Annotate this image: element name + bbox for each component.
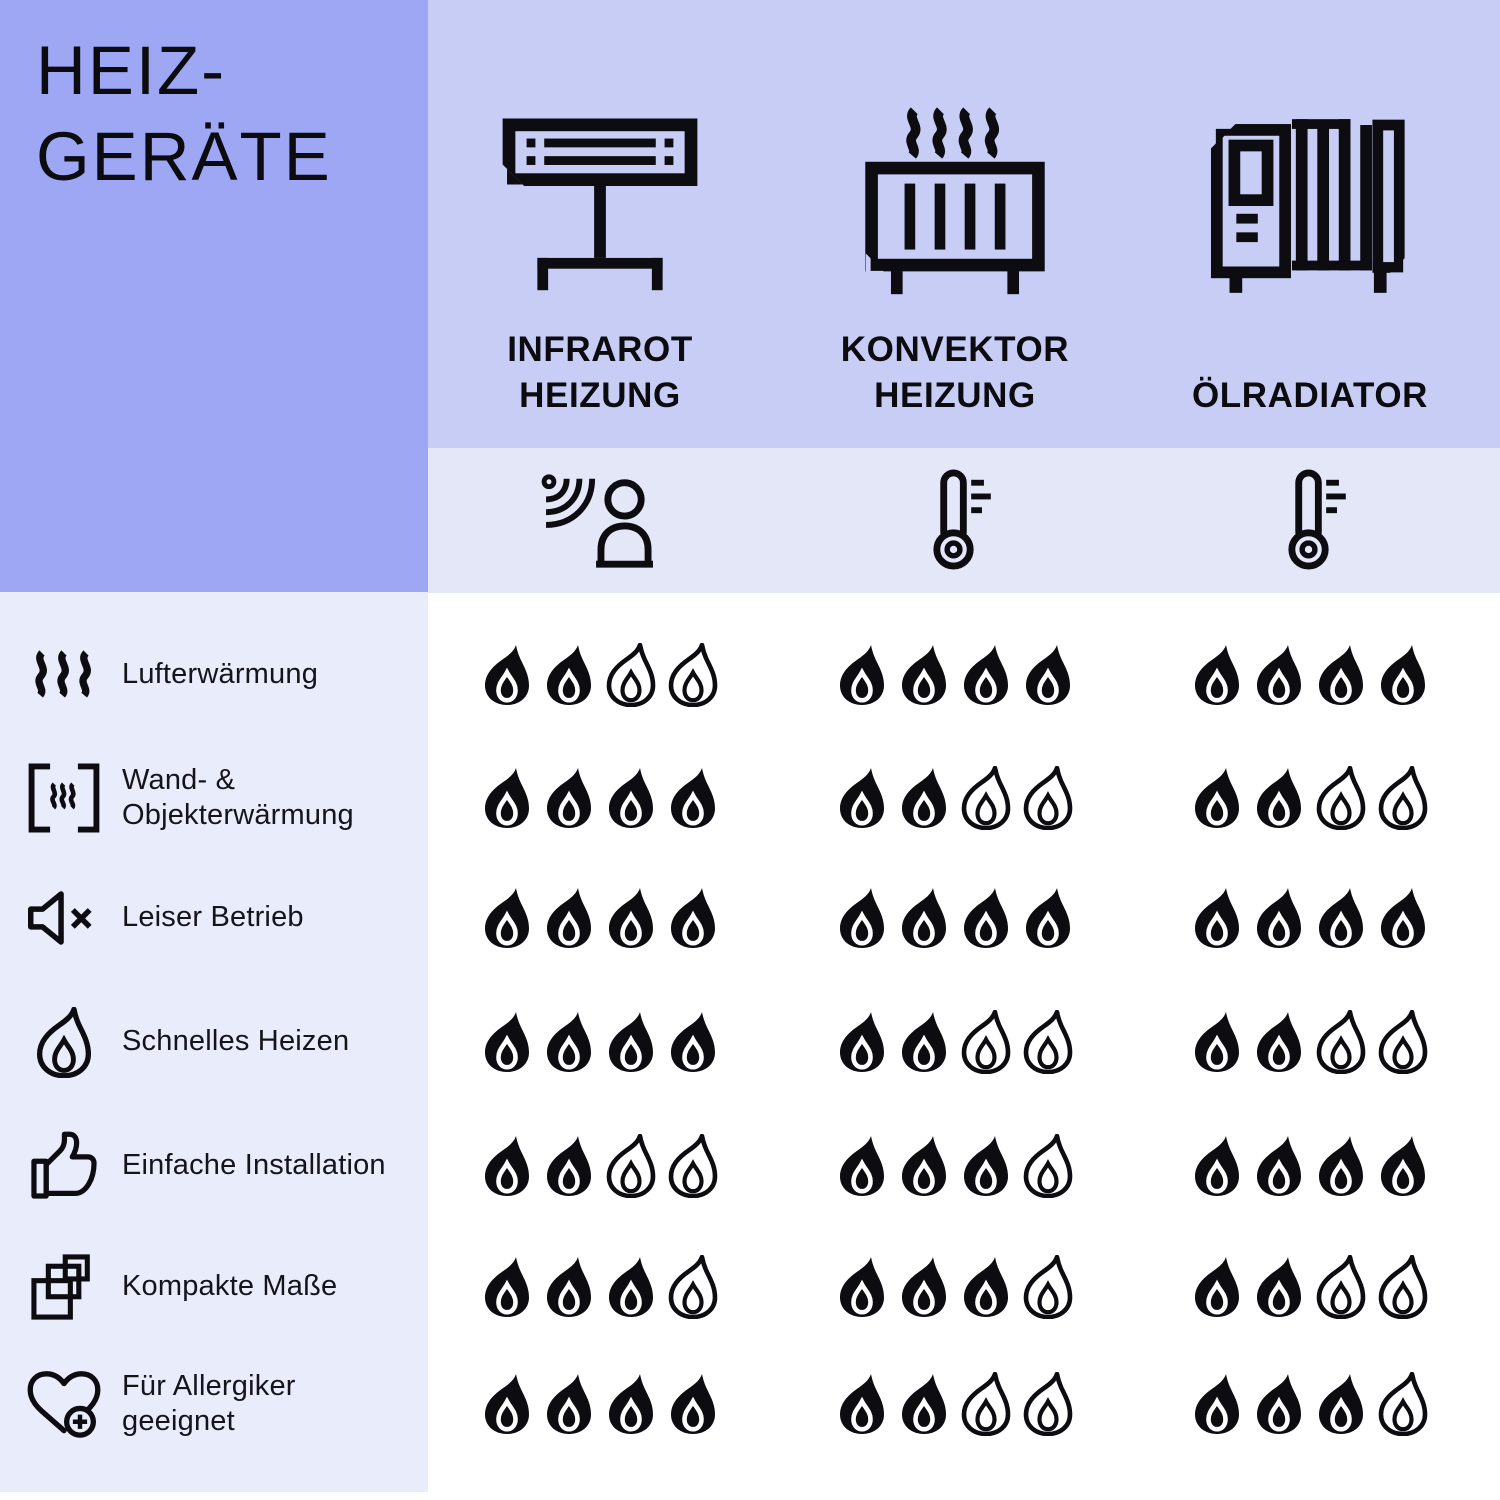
feature-label <box>122 994 418 1090</box>
heating-mode-row <box>428 448 1500 593</box>
flame-filled <box>1251 766 1307 830</box>
flame-filled <box>603 886 659 950</box>
feature-label <box>122 627 418 723</box>
flame-filled <box>1251 1255 1307 1319</box>
flame-outline <box>1020 1255 1076 1319</box>
flame-rating-3-of-4 <box>479 1255 721 1319</box>
product-label-line: HEIZUNG <box>519 375 681 415</box>
flame-filled <box>1189 643 1245 707</box>
flame-filled <box>479 886 535 950</box>
flame-filled <box>603 1010 659 1074</box>
feature-label-line: Für Allergiker <box>122 1369 296 1402</box>
product-label-line: ÖLRADIATOR <box>1191 375 1429 415</box>
feature-icon-box <box>24 750 104 846</box>
flame-outline <box>1020 766 1076 830</box>
flame-filled <box>479 1010 535 1074</box>
feature-label-line: Schnelles Heizen <box>122 1025 350 1058</box>
flame-filled <box>1313 1134 1369 1198</box>
flame-outline <box>1020 1010 1076 1074</box>
flame-filled <box>1313 886 1369 950</box>
flame-rating-3-of-4 <box>834 1255 1076 1319</box>
feature-label-line: geeignet <box>122 1405 235 1437</box>
flame-outline <box>1020 1134 1076 1198</box>
flame-outline <box>1020 1372 1076 1436</box>
flame-filled <box>834 643 890 707</box>
flame-filled <box>603 766 659 830</box>
flame-filled <box>1189 766 1245 830</box>
flame-filled <box>958 1134 1014 1198</box>
heating-mode-cell-oelradiator <box>1150 448 1470 593</box>
flame-rating-4-of-4 <box>479 766 721 830</box>
flame-filled <box>1251 1372 1307 1436</box>
flame-filled <box>1189 886 1245 950</box>
feature-label <box>122 1118 418 1214</box>
flame-outline <box>958 1372 1014 1436</box>
flame-outline <box>1375 766 1431 830</box>
flame-filled <box>1189 1134 1245 1198</box>
product-icon-box <box>1150 95 1470 300</box>
flame-filled <box>1251 643 1307 707</box>
feature-icon-box <box>24 627 104 723</box>
heart-plus-icon <box>24 1368 104 1440</box>
flame-filled <box>834 1010 890 1074</box>
flame-filled <box>541 643 597 707</box>
flame-filled <box>1375 886 1431 950</box>
flame-outline <box>603 643 659 707</box>
heat-waves-icon <box>31 648 97 702</box>
flame-rating-2-of-4 <box>834 766 1076 830</box>
feature-icon-box <box>24 1356 104 1452</box>
flame-filled <box>896 1372 952 1436</box>
flame-filled <box>541 1372 597 1436</box>
flame-filled <box>541 1010 597 1074</box>
flame-filled <box>1189 1372 1245 1436</box>
flame-rating-2-of-4 <box>479 643 721 707</box>
flame-rating-4-of-4 <box>834 643 1076 707</box>
feature-label-line: Kompakte Maße <box>122 1270 338 1303</box>
feature-row <box>0 1356 428 1452</box>
feature-row <box>0 1239 428 1335</box>
flame-icon <box>33 1007 95 1078</box>
flame-outline <box>1375 1010 1431 1074</box>
oil-radiator-icon <box>1210 112 1410 300</box>
product-label-line: HEIZUNG <box>874 375 1036 415</box>
heating-mode-cell-infrarot <box>440 448 760 593</box>
flame-filled <box>603 1255 659 1319</box>
feature-row <box>0 750 428 846</box>
title-line-1: HEIZ- <box>36 32 227 109</box>
flame-filled <box>1375 643 1431 707</box>
flame-filled <box>665 1010 721 1074</box>
infrared-heater-icon <box>502 118 698 300</box>
product-column-infrarot <box>440 0 760 448</box>
flame-filled <box>1375 1134 1431 1198</box>
page-title <box>36 28 332 199</box>
speaker-muted-icon <box>24 886 104 950</box>
flame-filled <box>541 886 597 950</box>
flame-outline <box>603 1134 659 1198</box>
flame-filled <box>1313 1372 1369 1436</box>
flame-outline <box>665 1134 721 1198</box>
flame-filled <box>896 643 952 707</box>
flame-filled <box>1020 643 1076 707</box>
product-label <box>440 320 760 418</box>
flame-outline <box>958 766 1014 830</box>
feature-icon-box <box>24 1118 104 1214</box>
feature-icon-box <box>24 1239 104 1335</box>
flame-rating-4-of-4 <box>479 1010 721 1074</box>
feature-label-line: Lufterwärmung <box>122 658 319 691</box>
flame-rating-2-of-4 <box>1189 766 1431 830</box>
flame-rating-4-of-4 <box>479 886 721 950</box>
flame-filled <box>1313 643 1369 707</box>
flame-rating-4-of-4 <box>479 1372 721 1436</box>
flame-filled <box>665 766 721 830</box>
flame-filled <box>1020 886 1076 950</box>
flame-rating-2-of-4 <box>1189 1255 1431 1319</box>
feature-sidebar <box>0 592 428 1492</box>
flame-filled <box>834 886 890 950</box>
thumbs-up-icon <box>27 1129 101 1203</box>
flame-filled <box>665 886 721 950</box>
flame-filled <box>834 1134 890 1198</box>
product-icon-box <box>440 95 760 300</box>
wall-object-heating-icon <box>24 761 104 835</box>
flame-outline <box>1375 1255 1431 1319</box>
overlapping-squares-icon <box>28 1251 100 1323</box>
bottom-strip <box>0 1492 1500 1500</box>
feature-icon-box <box>24 994 104 1090</box>
title-block <box>0 0 428 592</box>
flame-outline <box>1313 766 1369 830</box>
feature-row <box>0 627 428 723</box>
flame-rating-2-of-4 <box>479 1134 721 1198</box>
title-line-2: GERÄTE <box>36 117 332 195</box>
flame-filled <box>541 1134 597 1198</box>
convector-heater-icon <box>858 106 1052 300</box>
flame-filled <box>541 1255 597 1319</box>
flame-outline <box>665 1255 721 1319</box>
thermometer-icon <box>918 469 992 572</box>
product-label <box>795 320 1115 418</box>
flame-outline <box>958 1010 1014 1074</box>
flame-rating-4-of-4 <box>1189 1134 1431 1198</box>
flame-rating-4-of-4 <box>1189 886 1431 950</box>
flame-rating-2-of-4 <box>834 1010 1076 1074</box>
feature-row <box>0 870 428 966</box>
feature-label <box>122 750 418 846</box>
flame-filled <box>834 766 890 830</box>
flame-filled <box>896 1010 952 1074</box>
feature-label-line: Leiser Betrieb <box>122 901 304 934</box>
flame-filled <box>479 1372 535 1436</box>
flame-outline <box>1375 1372 1431 1436</box>
product-column-konvektor <box>795 0 1115 448</box>
feature-label <box>122 1239 418 1335</box>
feature-label-line: Einfache Installation <box>122 1149 386 1182</box>
flame-rating-3-of-4 <box>834 1134 1076 1198</box>
flame-filled <box>479 1134 535 1198</box>
flame-filled <box>1189 1255 1245 1319</box>
product-header-row <box>428 0 1500 448</box>
flame-outline <box>665 643 721 707</box>
flame-filled <box>1251 886 1307 950</box>
flame-filled <box>1251 1010 1307 1074</box>
flame-filled <box>958 643 1014 707</box>
flame-outline <box>1313 1010 1369 1074</box>
feature-row <box>0 994 428 1090</box>
flame-filled <box>896 886 952 950</box>
flame-filled <box>834 1255 890 1319</box>
flame-outline <box>1313 1255 1369 1319</box>
flame-filled <box>896 1255 952 1319</box>
thermometer-icon <box>1273 469 1347 572</box>
flame-filled <box>1251 1134 1307 1198</box>
feature-icon-box <box>24 870 104 966</box>
feature-label <box>122 1356 418 1452</box>
flame-filled <box>834 1372 890 1436</box>
heating-mode-cell-konvektor <box>795 448 1115 593</box>
flame-rating-4-of-4 <box>1189 643 1431 707</box>
flame-filled <box>665 1372 721 1436</box>
flame-filled <box>479 643 535 707</box>
feature-label <box>122 870 418 966</box>
feature-row <box>0 1118 428 1214</box>
radiation-person-icon <box>536 469 664 572</box>
product-label <box>1150 320 1470 418</box>
flame-filled <box>896 1134 952 1198</box>
flame-filled <box>541 766 597 830</box>
flame-filled <box>896 766 952 830</box>
product-label-line: KONVEKTOR <box>840 330 1070 369</box>
flame-filled <box>479 766 535 830</box>
flame-rating-4-of-4 <box>834 886 1076 950</box>
flame-rating-3-of-4 <box>1189 1372 1431 1436</box>
flame-filled <box>1189 1010 1245 1074</box>
flame-filled <box>479 1255 535 1319</box>
product-label-line: INFRAROT <box>507 330 693 369</box>
flame-filled <box>958 886 1014 950</box>
flame-filled <box>603 1372 659 1436</box>
product-icon-box <box>795 95 1115 300</box>
feature-label-line: Objekterwärmung <box>122 799 354 831</box>
feature-label-line: Wand- & <box>122 763 236 796</box>
flame-rating-2-of-4 <box>1189 1010 1431 1074</box>
flame-rating-2-of-4 <box>834 1372 1076 1436</box>
flame-filled <box>958 1255 1014 1319</box>
product-column-oelradiator <box>1150 0 1470 448</box>
